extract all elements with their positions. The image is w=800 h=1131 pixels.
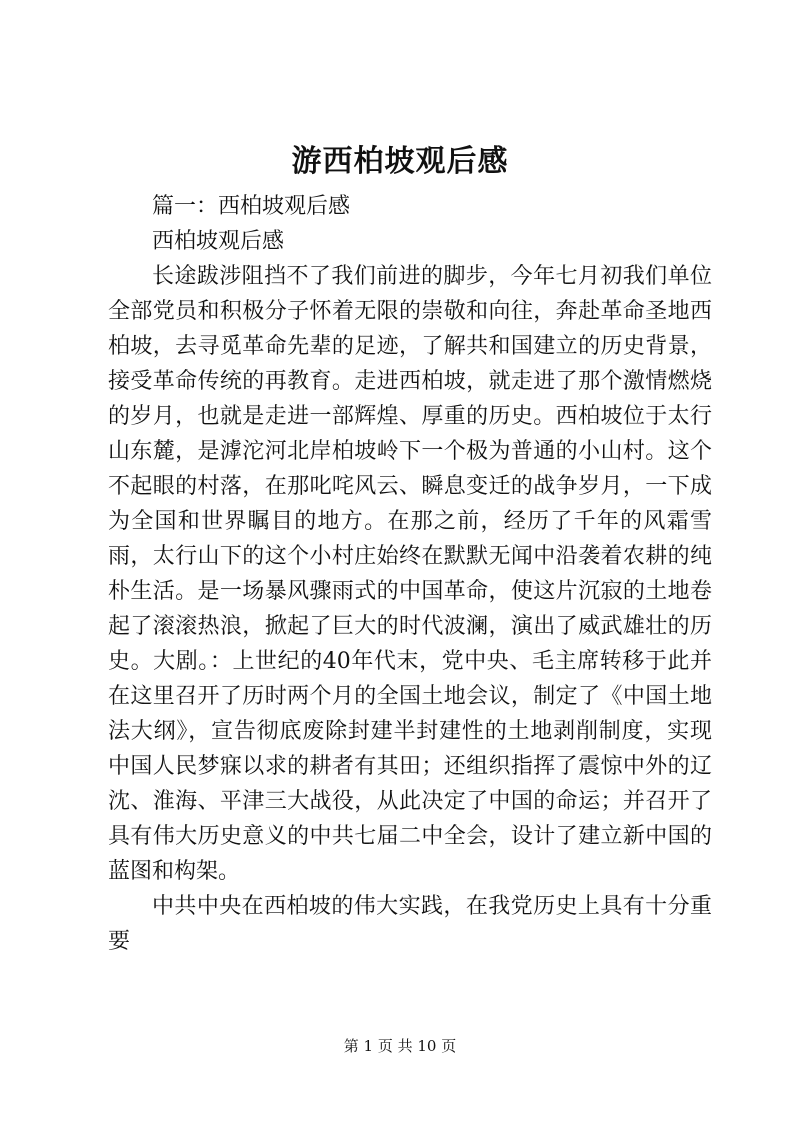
sub-heading: 西柏坡观后感	[152, 229, 285, 254]
page-number: 第 1 页 共 10 页	[343, 1037, 457, 1055]
body-paragraph: 中共中央在西柏坡的伟大实践，在我党历史上具有十分重要	[108, 894, 712, 954]
body-paragraph: 长途跋涉阻挡不了我们前进的脚步，今年七月初我们单位全部党员和积极分子怀着无限的崇敬和向往，奔赴革命圣地西柏坡，去寻觅革命先辈的足迹，了解共和国建立的历史背景，接受革命传统的再教育。走进西柏坡，就走进了那个激情燃烧的岁月，也就是走进一部辉煌、厚重的历史。西柏坡位于太行山东麓，是滹沱河北岸柏坡岭下一个极为普通的小山村。这个不起眼的村落，在那叱咤风云、瞬息变迁的战争岁月，一下成为全国和世界瞩目的地方。在那之前，经历了千年的风霜雪雨，太行山下的这个小村庄始终在默默无闻中沿袭着农耕的纯朴生活。是一场暴风骤雨式的中国革命，使这片沉寂的土地卷起了滚滚热浪，掀起了巨大的时代波澜，演出了威武雄壮的历史。大剧。：上世纪的40年代末，党中央、毛主席转移于此并在这里召开了历时两个月的全国土地会议，制定了《中国土地法大纲》，宣告彻底废除封建半封建性的土地剥削制度，实现中国人民梦寐以求的耕者有其田；还组织指挥了震惊中外的辽沈、淮海、平津三大战役，从此决定了中国的命运；并召开了具有伟大历史意义的中共七届二中全会，设计了建立新中国的蓝图和构架。	[108, 264, 712, 884]
document-title: 游西柏坡观后感	[291, 144, 509, 179]
document-body	[108, 189, 712, 959]
section-heading: 篇一：西柏坡观后感	[152, 194, 351, 219]
